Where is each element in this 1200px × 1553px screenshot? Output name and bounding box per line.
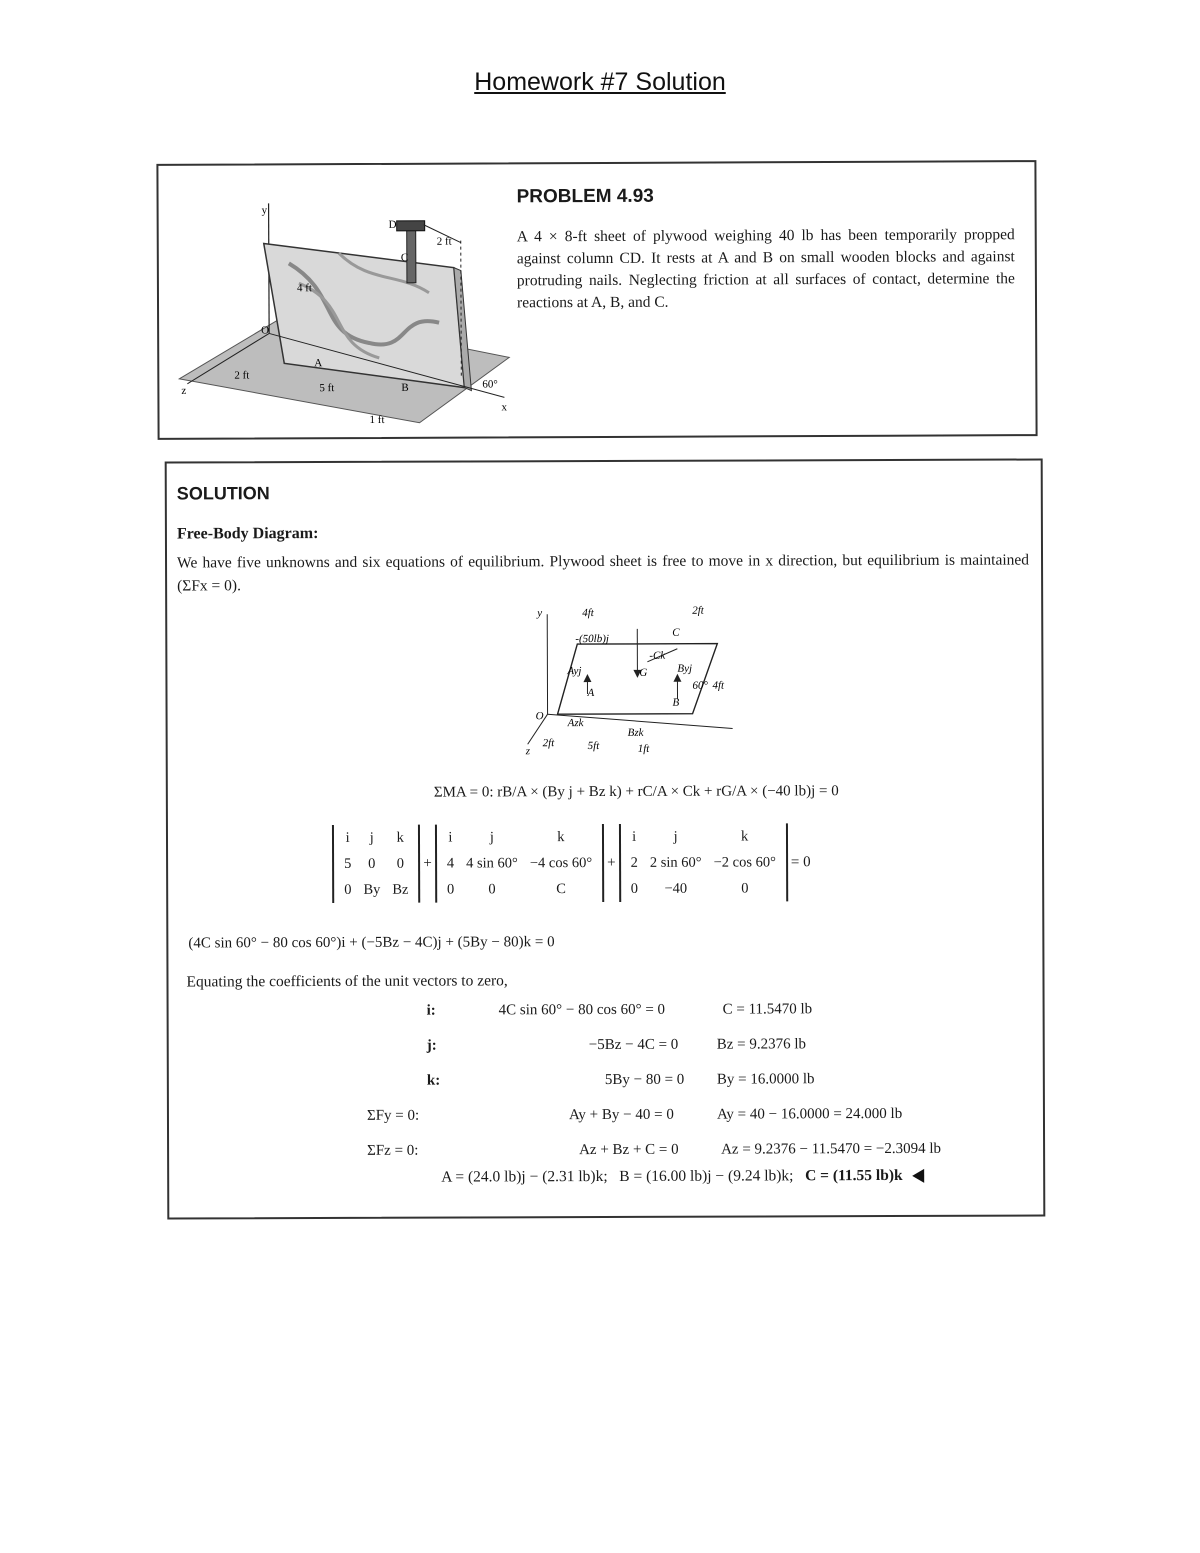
det1-cell: Bz [392, 881, 409, 898]
final-answer-B: B = (16.00 lb)j − (9.24 lb)k; [619, 1167, 794, 1185]
eq-result-sum-fz: Az = 9.2376 − 11.5470 = −2.3094 lb [721, 1140, 942, 1158]
fbd-O-label: O [535, 710, 544, 723]
det2-cell: 4 [446, 855, 455, 872]
fbd-2ft-label: 2ft [692, 604, 704, 617]
final-answer-A: A = (24.0 lb)j − (2.31 lb)k; [441, 1167, 608, 1186]
det1-cell: j [369, 829, 374, 846]
det-plus: + [423, 855, 432, 872]
det3-cell: i [632, 828, 637, 845]
fbd-4ft-label: 4ft [582, 607, 594, 620]
eq-label-sum-fz: ΣFz = 0: [367, 1142, 419, 1159]
fig1-angle-label: 60° [482, 378, 498, 391]
fbd-C-label: C [672, 626, 680, 639]
det2-cell: j [489, 828, 494, 845]
fbd-heading: Free-Body Diagram: [176, 524, 319, 543]
det1-cell: 5 [344, 855, 352, 872]
eq-label-i: i: [426, 1002, 436, 1019]
det-equals: = 0 [790, 853, 811, 870]
fig1-4ft-label: 4 ft [296, 282, 312, 295]
det3-cell: j [673, 828, 678, 845]
det3-cell: 2 sin 60° [649, 854, 702, 871]
eq-k: 5By − 80 = 0 [604, 1071, 685, 1089]
final-answer [441, 1167, 924, 1187]
answer-marker-icon [912, 1169, 924, 1183]
problem-text: A 4 × 8-ft sheet of plywood weighing 40 lb has been temporarily propped against column CD. It rests at A and B on small wooden blocks and against protruding nails. Neglecting friction at all surfaces of contact, determine the reactions at A, B, and C. [516, 226, 1015, 312]
fbd-5ft-label: 5ft [587, 740, 600, 753]
fbd-B-label: B [672, 696, 680, 709]
fig1-O-label: O [261, 324, 270, 337]
eq-label-k: k: [426, 1072, 441, 1089]
eq-label-j: j: [426, 1037, 437, 1054]
determinant-3 [618, 823, 788, 902]
fbd-z-label: z [525, 745, 530, 758]
plywood-figure [168, 182, 514, 434]
eq-sum-fy: Ay + By − 40 = 0 [568, 1106, 674, 1124]
det2-cell: 4 sin 60° [466, 854, 518, 871]
fig1-C-label: C [400, 251, 409, 264]
det1-cell: 0 [368, 855, 376, 872]
solution-box [165, 458, 1046, 1219]
fig1-5ft-label: 5 ft [319, 382, 335, 395]
final-answer-C: C = (11.55 lb)k [805, 1166, 903, 1185]
fbd-Bz-label: Bzk [627, 726, 644, 739]
det2-cell: k [557, 828, 565, 845]
page-title: Homework #7 Solution [474, 68, 726, 96]
fig1-2ft-label: 2 ft [436, 235, 452, 248]
det3-cell: 2 [630, 854, 638, 871]
eq-result-j: Bz = 9.2376 lb [716, 1036, 807, 1053]
fig1-2ft-b-label: 2 ft [234, 369, 250, 382]
det3-cell: 0 [630, 880, 638, 897]
fbd-Ay-label: Ayj [567, 665, 582, 678]
det3-cell: −40 [664, 880, 688, 897]
fig1-A-label: A [314, 357, 323, 370]
det2-cell: C [556, 880, 566, 897]
det2-cell: 0 [446, 881, 455, 898]
determinant-row [332, 823, 814, 903]
fbd-2ft-b-label: 2ft [542, 737, 555, 750]
fbd-y-label: y [537, 607, 543, 620]
fig1-D-label: D [388, 218, 397, 231]
fbd-By-label: Byj [677, 662, 693, 675]
det2-cell: 0 [488, 880, 496, 897]
eq-result-i: C = 11.5470 lb [722, 1001, 813, 1018]
fbd-A-label: A [587, 687, 595, 700]
moment-equation: ΣMA = 0: rB/A × (By j + Bz k) + rC/A × Ck + rG/A × (−40 lb)j = 0 [433, 783, 839, 801]
eq-j: −5Bz − 4C = 0 [588, 1036, 679, 1054]
det1-cell: k [396, 829, 404, 846]
fig1-y-label: y [261, 204, 268, 217]
problem-box [156, 160, 1037, 440]
solution-intro: We have five unknowns and six equations of equilibrium. Plywood sheet is free to move in x direction, but equilibrium is maintained (ΣFx = 0). [177, 551, 1030, 595]
solution-heading: SOLUTION [176, 483, 270, 504]
eq-result-k: By = 16.0000 lb [716, 1071, 815, 1088]
det1-cell: By [363, 881, 381, 898]
det1-cell: i [345, 829, 350, 846]
fbd-4ft-right-label: 4ft [712, 679, 725, 692]
fbd-G-label: G [639, 666, 648, 679]
det2-cell: −4 cos 60° [529, 854, 593, 871]
fbd-Ck-label: -Ck [649, 649, 666, 662]
det-plus: + [607, 854, 616, 871]
fig1-1ft-label: 1 ft [369, 413, 385, 426]
eq-sum-fz: Az + Bz + C = 0 [579, 1141, 679, 1159]
det3-cell: 0 [741, 879, 749, 897]
eq-result-sum-fy: Ay = 40 − 16.0000 = 24.000 lb [716, 1105, 903, 1123]
det1-cell: 0 [344, 881, 352, 898]
equating-text: Equating the coefficients of the unit vectors to zero, [186, 972, 508, 991]
fig1-B-label: B [401, 381, 409, 394]
det1-cell: 0 [396, 855, 404, 872]
coefficient-equation: (4C sin 60° − 80 cos 60°)i + (−5Bz − 4C)j + (5By − 80)k = 0 [188, 934, 555, 952]
det2-cell: i [448, 829, 453, 846]
fig1-z-label: z [181, 384, 187, 397]
det3-cell: −2 cos 60° [713, 853, 776, 871]
eq-i: 4C sin 60° − 80 cos 60° = 0 [498, 1001, 666, 1019]
free-body-diagram [527, 603, 758, 784]
fig1-x-label: x [501, 401, 507, 414]
problem-heading: PROBLEM 4.93 [516, 185, 654, 208]
fbd-Az-label: Azk [567, 717, 584, 730]
fbd-weight-label: -(50lb)j [575, 632, 609, 646]
determinant-1 [332, 825, 421, 903]
fbd-1ft-label: 1ft [637, 742, 650, 755]
fbd-angle-label: 60° [692, 679, 708, 692]
determinant-2 [435, 824, 605, 903]
eq-label-sum-fy: ΣFy = 0: [366, 1107, 420, 1124]
det3-cell: k [740, 827, 749, 845]
